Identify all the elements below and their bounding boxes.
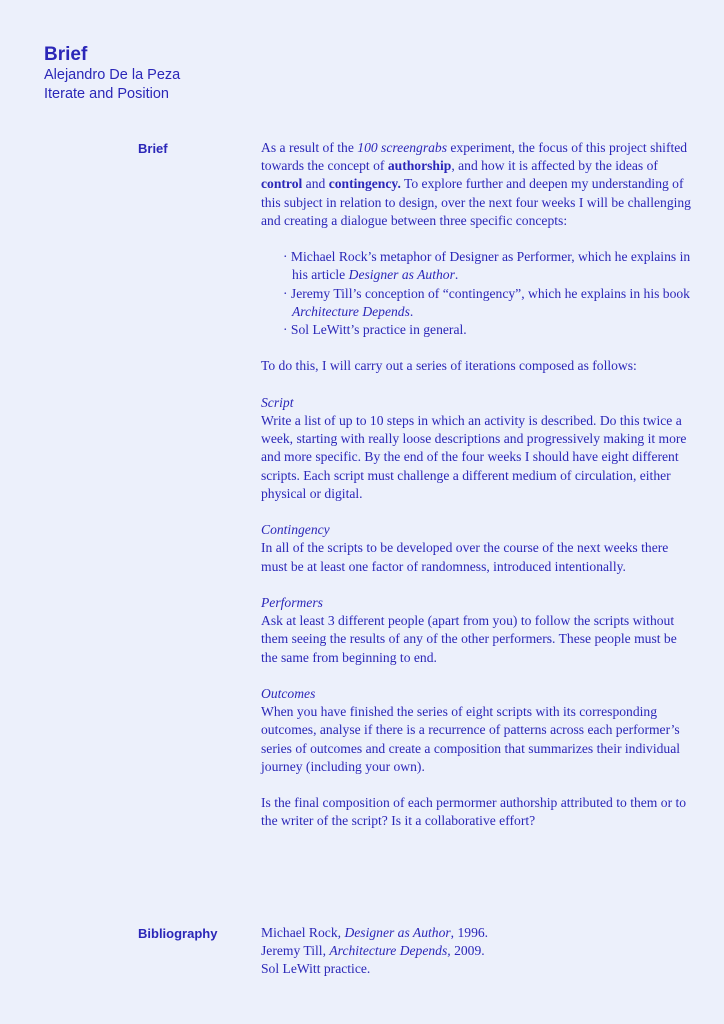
section-body: When you have finished the series of eight scripts with its corresponding outcomes, analyse if there is a recurrence of patterns across each performer’s series of outcomes and create a composition that summarizes their individual journey (including your own). [261,704,681,774]
entry-year: 2009. [450,943,485,959]
intro-text: As a result of the [261,140,358,155]
intro-text: experiment, the focus of this project shifted towards the concept of [261,140,688,174]
section-title [261,685,691,703]
concept-reference: Designer as Author [348,267,455,283]
document-subtitle: Iterate and Position [44,86,169,102]
intro-text: and [302,176,329,192]
section-title [261,394,691,412]
closing-question: Is the final composition of each permormer authorship attributed to them or to the writer of the script? Is it a collaborative effort? [261,795,687,829]
bibliography-label: Bibliography [138,926,218,941]
bibliography-entry [261,960,691,978]
section-title-text: Outcomes [261,686,316,701]
entry-author: Michael Rock, [261,925,345,940]
entry-year: , 1996. [450,925,489,940]
concept-text: · Jeremy Till’s conception of “contingency”, which he explains in his book [283,285,690,301]
concept-item [261,321,691,339]
entry-title: Architecture Depends, [329,943,451,959]
intro-keyword: authorship [387,158,452,174]
intro-emphasis: 100 screengrabs [357,140,447,155]
section-body: Ask at least 3 different people (apart from you) to follow the scripts without them seeing the results of any of the other performers. These people must be the same from beginning to end. [261,613,677,665]
concept-text: · Sol LeWitt’s practice in general. [283,322,467,338]
intro-keyword: control [261,176,303,192]
intro-text: To explore further and deepen my understanding of this subject in relation to design, over the next four weeks I will be challenging and creating a dialogue between three specific concepts: [261,176,691,228]
concept-item [261,248,691,284]
section-title-text: Script [261,394,294,410]
bibliography-list [261,924,691,979]
concept-list [261,248,691,339]
document-title: Brief [44,44,88,65]
bibliography-entry [261,924,691,942]
concept-item [261,285,691,321]
entry-author: Jeremy Till, [261,943,330,959]
section-body: In all of the scripts to be developed over the course of the next weeks there must be at least one factor of randomness, introduced intentionally. [261,540,669,574]
concept-text: . [409,303,414,319]
bibliography-entry [261,942,691,960]
section-title [261,594,691,612]
section-body: Write a list of up to 10 steps in which an activity is described. Do this twice a week, starting with really loose descriptions and progressively making it more and more specific. By the end of the four weeks I should have eight different scripts. Each script must challenge a different medium of circulation, either physical or digital. [261,413,687,501]
entry-author: Sol LeWitt practice. [261,961,371,977]
author-name: Alejandro De la Peza [44,67,181,83]
intro-keyword: contingency. [328,176,401,192]
section-title-text: Performers [261,595,323,610]
section-title-text: Contingency [261,522,330,538]
concept-text: . [454,267,459,283]
brief-content [261,139,691,831]
concept-reference: Architecture Depends [292,303,410,319]
brief-label: Brief [138,141,168,156]
section-title [261,521,691,539]
intro-text: , and how it is affected by the ideas of [451,158,658,174]
document-header [44,44,180,104]
brief-intro [261,139,691,230]
iteration-intro: To do this, I will carry out a series of iterations composed as follows: [261,358,637,374]
entry-title: Designer as Author [344,925,451,940]
concept-text: · Michael Rock’s metaphor of Designer as Performer, which he explains in his article [283,249,691,283]
